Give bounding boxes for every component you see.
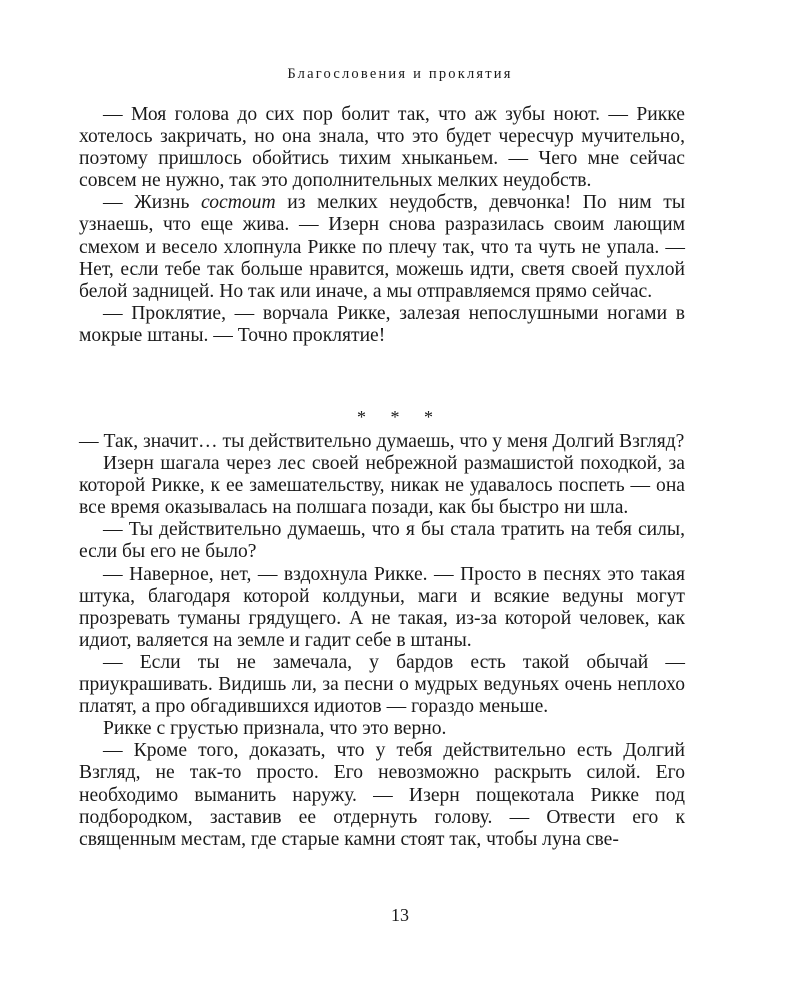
paragraph: — Наверное, нет, — вздохнула Рикке. — Просто в песнях это такая штука, благодаря которой колдуньи, маги и всякие ведуны могут прозревать туманы грядущего. А не такая, из-за которой человек, как идиот, валяется на земле и гадит себе в штаны. (79, 563, 685, 651)
paragraph: Изерн шагала через лес своей небрежной размашистой походкой, за которой Рикке, к ее замешательству, никак не удавалось поспеть — она все время оказывалась на полшага позади, как бы быстро ни шла. (79, 453, 685, 519)
text-before-break (79, 104, 685, 347)
paragraph: — Проклятие, — ворчала Рикке, залезая непослушными ногами в мокрые штаны. — Точно проклятие! (79, 302, 685, 346)
paragraph: — Моя голова до сих пор болит так, что аж зубы ноют. — Рикке хотелось закричать, но она знала, что это будет чересчур мучительно, поэтому пришлось обойтись тихим хныканьем. — Чего мне сейчас совсем не нужно, так это дополнительных мелких неудобств. (79, 104, 685, 192)
paragraph: — Кроме того, доказать, что у тебя действительно есть Долгий Взгляд, не так-то просто. Его невозможно раскрыть силой. Его необходимо выманить наружу. — Изерн пощекотала Рикке под подбородком, заставив ее отдернуть голову. — Отвести его к священным местам, где старые камни стоят так, чтобы луна све- (79, 740, 685, 850)
paragraph: Рикке с грустью признала, что это верно. (103, 718, 447, 740)
paragraph-text: из мелких неудобств, девчонка! По ним ты узнаешь, что еще жива. — Изерн снова разразилась своим лающим смехом и весело хлопнула Рикке по плечу так, что та чуть не упала. — Нет, если тебе так больше нравится, можешь идти, светя своей пухлой белой задницей. Но так или иначе, а мы отправляемся прямо сейчас. (79, 192, 686, 302)
paragraph: — Ты действительно думаешь, что я бы стала тратить на тебя силы, если бы его не было? (79, 519, 685, 563)
paragraph: — Так, значит… ты действительно думаешь, что у меня Долгий Взгляд? (79, 431, 685, 452)
paragraph: — Если ты не замечала, у бардов есть такой обычай — приукрашивать. Видишь ли, за песни о мудрых ведуньях очень неплохо платят, а про обгадившихся идиотов — гораздо меньше. (79, 651, 685, 718)
paragraph (79, 192, 685, 302)
section-separator: * * * (357, 407, 443, 427)
text-after-break (79, 431, 685, 851)
page-number: 13 (391, 905, 409, 925)
emphasis-text: состоит (201, 192, 276, 214)
running-head: Благословения и проклятия (287, 66, 513, 82)
paragraph-text: — Жизнь (103, 192, 202, 214)
